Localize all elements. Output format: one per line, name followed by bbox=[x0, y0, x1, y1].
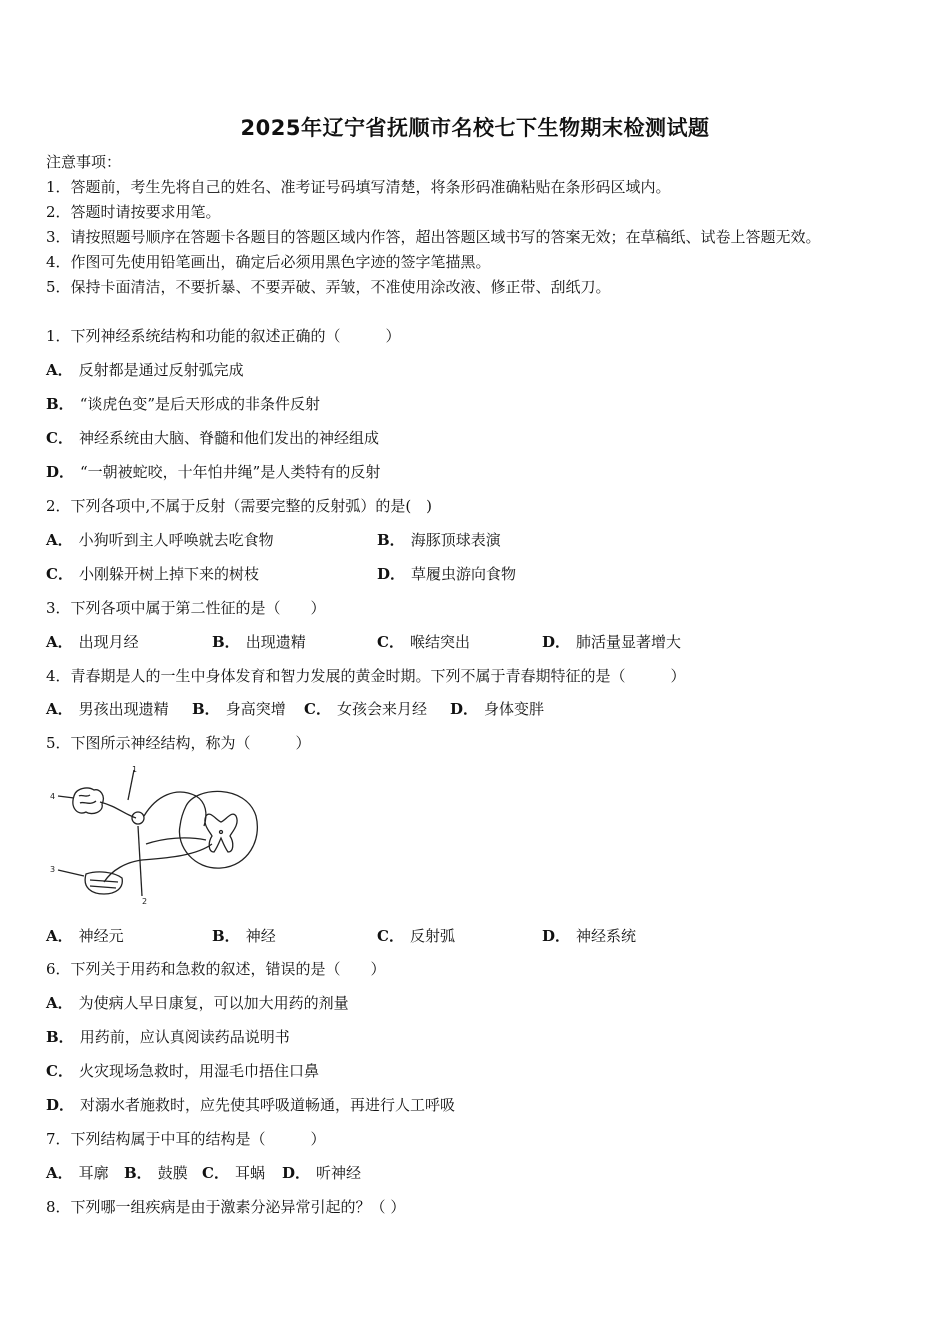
question-stem: 2．下列各项中,不属于反射（需要完整的反射弧）的是( ) bbox=[46, 497, 433, 515]
sensory-fiber bbox=[144, 792, 206, 826]
spinal-cord-outline bbox=[179, 791, 257, 868]
option-c: C． 火灾现场急救时，用湿毛巾捂住口鼻 bbox=[46, 1062, 319, 1080]
option-c: C． 反射弧 bbox=[377, 927, 455, 945]
option-b: B． 用药前，应认真阅读药品说明书 bbox=[46, 1028, 290, 1046]
effector-texture bbox=[90, 880, 118, 888]
notice-heading: 注意事项： bbox=[46, 153, 122, 171]
option-b: B． 身高突增 bbox=[192, 700, 286, 718]
reflex-arc-figure bbox=[46, 766, 266, 906]
leader-line bbox=[128, 770, 134, 800]
option-b: B． 神经 bbox=[212, 927, 276, 945]
option-c: C． 女孩会来月经 bbox=[304, 700, 427, 718]
option-a: A． 男孩出现遗精 bbox=[46, 700, 169, 718]
page-title: 2025年辽宁省抚顺市名校七下生物期末检测试题 bbox=[240, 116, 710, 140]
option-a: A． 反射都是通过反射弧完成 bbox=[46, 361, 244, 379]
option-b: B． 海豚顶球表演 bbox=[377, 531, 501, 549]
question-stem: 4．青春期是人的一生中身体发育和智力发展的黄金时期。下列不属于青春期特征的是（ ） bbox=[46, 667, 686, 685]
option-b: B． 出现遗精 bbox=[212, 633, 306, 651]
leader-line bbox=[58, 870, 84, 876]
option-a: A． 小狗听到主人呼唤就去吃食物 bbox=[46, 531, 274, 549]
option-b: B． 鼓膜 bbox=[124, 1164, 188, 1182]
notice-item: 5．保持卡面清洁，不要折暴、不要弄破、弄皱，不准使用涂改液、修正带、刮纸刀。 bbox=[46, 278, 611, 296]
ganglion bbox=[132, 812, 144, 824]
option-d: D． 肺活量显著增大 bbox=[542, 633, 682, 651]
option-a: A． 出现月经 bbox=[46, 633, 139, 651]
option-c: C． 喉结突出 bbox=[377, 633, 470, 651]
sensory-nerve bbox=[100, 802, 136, 818]
figure-label: 1 bbox=[132, 766, 138, 774]
option-a: A． 耳廓 bbox=[46, 1164, 109, 1182]
option-c: C． 耳蜗 bbox=[202, 1164, 265, 1182]
figure-label: 2 bbox=[142, 897, 148, 906]
question-stem: 8．下列哪一组疾病是由于激素分泌异常引起的？（ ） bbox=[46, 1198, 406, 1216]
receptor-shape bbox=[73, 788, 103, 814]
option-d: D． 神经系统 bbox=[542, 927, 637, 945]
option-d: D． 草履虫游向食物 bbox=[377, 565, 517, 583]
option-a: A． 神经元 bbox=[46, 927, 124, 945]
option-a: A． 为使病人早日康复，可以加大用药的剂量 bbox=[46, 994, 349, 1012]
question-stem: 5．下图所示神经结构，称为（ ） bbox=[46, 734, 311, 752]
interneuron-fiber bbox=[146, 838, 206, 844]
option-c: C． 神经系统由大脑、脊髓和他们发出的神经组成 bbox=[46, 429, 379, 447]
notice-item: 3．请按照题号顺序在答题卡各题目的答题区域内作答，超出答题区域书写的答案无效；在草稿纸、试卷上答题无效。 bbox=[46, 228, 821, 246]
option-d: D． 对溺水者施救时，应先使其呼吸道畅通，再进行人工呼吸 bbox=[46, 1096, 456, 1114]
leader-line bbox=[58, 796, 74, 798]
notice-item: 2．答题时请按要求用笔。 bbox=[46, 203, 221, 221]
effector-shape bbox=[85, 872, 122, 894]
question-stem: 6．下列关于用药和急救的叙述，错误的是（ ） bbox=[46, 960, 386, 978]
figure-label: 4 bbox=[50, 792, 56, 801]
question-stem: 1．下列神经系统结构和功能的叙述正确的（ ） bbox=[46, 327, 401, 345]
option-c: C． 小刚躲开树上掉下来的树枝 bbox=[46, 565, 259, 583]
option-d: D． 身体变胖 bbox=[450, 700, 545, 718]
notice-item: 4．作图可先使用铅笔画出，确定后必须用黑色字迹的签字笔描黑。 bbox=[46, 253, 491, 271]
option-d: D． “一朝被蛇咬，十年怕井绳”是人类特有的反射 bbox=[46, 463, 381, 481]
receptor-texture bbox=[79, 795, 96, 803]
option-d: D． 听神经 bbox=[282, 1164, 362, 1182]
figure-label: 3 bbox=[50, 865, 56, 874]
question-stem: 3．下列各项中属于第二性征的是（ ） bbox=[46, 599, 326, 617]
notice-item: 1．答题前，考生先将自己的姓名、准考证号码填写清楚，将条形码准确粘贴在条形码区域内。 bbox=[46, 178, 671, 196]
question-stem: 7．下列结构属于中耳的结构是（ ） bbox=[46, 1130, 326, 1148]
option-b: B． “谈虎色变”是后天形成的非条件反射 bbox=[46, 395, 321, 413]
central-canal bbox=[220, 831, 223, 834]
